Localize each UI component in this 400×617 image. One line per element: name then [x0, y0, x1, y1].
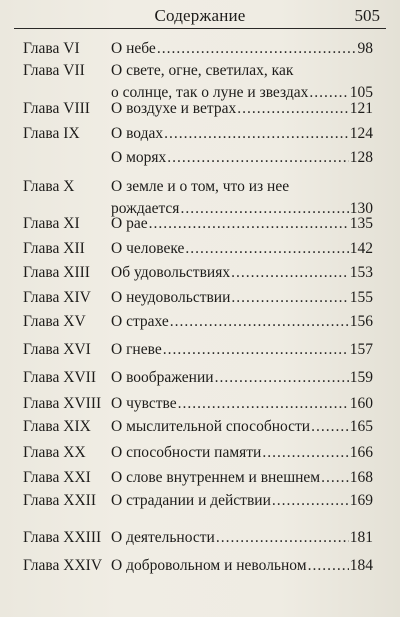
dot-leader	[237, 100, 349, 118]
entry-page-number: 165	[349, 418, 373, 435]
chapter-title: О водах	[111, 125, 164, 142]
title-line	[111, 492, 373, 510]
entry-page-number: 159	[349, 369, 373, 386]
title-line	[111, 125, 373, 143]
title-line	[111, 341, 373, 359]
chapter-number: Глава VIII	[23, 100, 90, 117]
dot-leader	[163, 341, 349, 359]
dot-leader	[215, 369, 349, 387]
chapter-title: О морях	[111, 149, 167, 166]
entry-page-number: 142	[349, 240, 373, 257]
entry-page-number: 124	[349, 125, 373, 142]
dot-leader	[157, 40, 357, 58]
chapter-title: О свете, огне, светилах, как	[111, 62, 294, 79]
entry-page-number: 156	[349, 313, 373, 330]
entry-page-number: 128	[349, 149, 373, 166]
chapter-title: О человеке	[111, 240, 185, 257]
entry-page-number: 157	[349, 341, 373, 358]
title-line	[111, 369, 373, 387]
chapter-number: Глава XIII	[23, 264, 90, 281]
title-line	[111, 418, 373, 436]
dot-leader	[185, 240, 348, 258]
chapter-title: Об удовольствиях	[111, 264, 231, 281]
chapter-number: Глава XIV	[23, 289, 91, 306]
chapter-number: Глава XI	[23, 215, 80, 232]
dot-leader	[231, 289, 348, 307]
title-line	[111, 240, 373, 258]
chapter-number: Глава XVIII	[23, 395, 102, 412]
chapter-number: Глава VI	[23, 40, 80, 57]
entry-page-number: 153	[349, 264, 373, 281]
dot-leader	[178, 395, 349, 413]
chapter-title: О рае	[111, 215, 148, 232]
chapter-number: Глава XII	[23, 240, 85, 257]
chapter-number: Глава XXI	[23, 469, 91, 486]
dot-leader	[231, 264, 349, 282]
chapter-title: о солнце, так о луне и звездах	[111, 84, 309, 101]
dot-leader	[272, 492, 349, 510]
chapter-title: О страхе	[111, 313, 169, 330]
dot-leader	[321, 469, 349, 487]
chapter-title: О гневе	[111, 341, 162, 358]
title-line	[111, 313, 373, 331]
title-line	[111, 215, 373, 233]
chapter-title: О небе	[111, 40, 156, 57]
dot-leader	[170, 313, 349, 331]
title-line	[111, 469, 373, 487]
chapter-title: О добровольном и невольном	[111, 557, 307, 574]
entry-page-number: 135	[349, 215, 373, 232]
chapter-title: О земле и о том, что из нее	[111, 178, 290, 195]
chapter-title: О способности памяти	[111, 444, 262, 461]
chapter-title: О чувстве	[111, 395, 177, 412]
chapter-title: О воображении	[111, 369, 214, 386]
title-line	[111, 40, 373, 58]
entry-page-number: 155	[349, 289, 373, 306]
title-line	[111, 557, 373, 575]
title-line	[111, 395, 373, 413]
running-title: Содержание	[154, 6, 246, 25]
chapter-number: Глава XXII	[23, 492, 96, 509]
entry-page-number: 98	[357, 40, 373, 57]
chapter-number: Глава XIX	[23, 418, 91, 435]
dot-leader	[311, 418, 349, 436]
entry-page-number: 166	[349, 444, 373, 461]
chapter-title: О мыслительной способности	[111, 418, 311, 435]
chapter-number: Глава XXIV	[23, 557, 103, 574]
title-line	[111, 444, 373, 462]
entry-page-number: 181	[349, 529, 373, 546]
page-number: 505	[354, 6, 380, 25]
entry-page-number: 169	[349, 492, 373, 509]
entry-page-number: 130	[349, 200, 373, 217]
chapter-title: О неудовольствии	[111, 289, 231, 306]
dot-leader	[216, 529, 349, 547]
dot-leader	[262, 444, 348, 462]
chapter-number: Глава VII	[23, 62, 85, 79]
chapter-number: Глава IX	[23, 125, 80, 142]
chapter-title: рождается	[111, 200, 180, 217]
dot-leader	[167, 149, 348, 167]
entry-page-number: 105	[349, 84, 373, 101]
chapter-title: О воздухе и ветрах	[111, 100, 237, 117]
title-line	[111, 289, 373, 307]
entry-page-number: 160	[349, 395, 373, 412]
dot-leader	[164, 125, 349, 143]
chapter-number: Глава XX	[23, 444, 86, 461]
chapter-number: Глава XV	[23, 313, 86, 330]
entry-page-number: 168	[349, 469, 373, 486]
dot-leader	[149, 215, 349, 233]
title-line	[111, 100, 373, 118]
chapter-title: О страдании и действии	[111, 492, 271, 509]
entry-page-number: 184	[349, 557, 373, 574]
chapter-number: Глава XXIII	[23, 529, 102, 546]
entry-page-number: 121	[349, 100, 373, 117]
chapter-title: О деятельности	[111, 529, 215, 546]
chapter-number: Глава X	[23, 178, 75, 195]
chapter-number: Глава XVI	[23, 341, 91, 358]
title-line	[111, 529, 373, 547]
chapter-title: О слове внутреннем и внешнем	[111, 469, 321, 486]
title-line	[111, 149, 373, 167]
title-line	[111, 264, 373, 282]
dot-leader	[308, 557, 349, 575]
chapter-number: Глава XVII	[23, 369, 96, 386]
